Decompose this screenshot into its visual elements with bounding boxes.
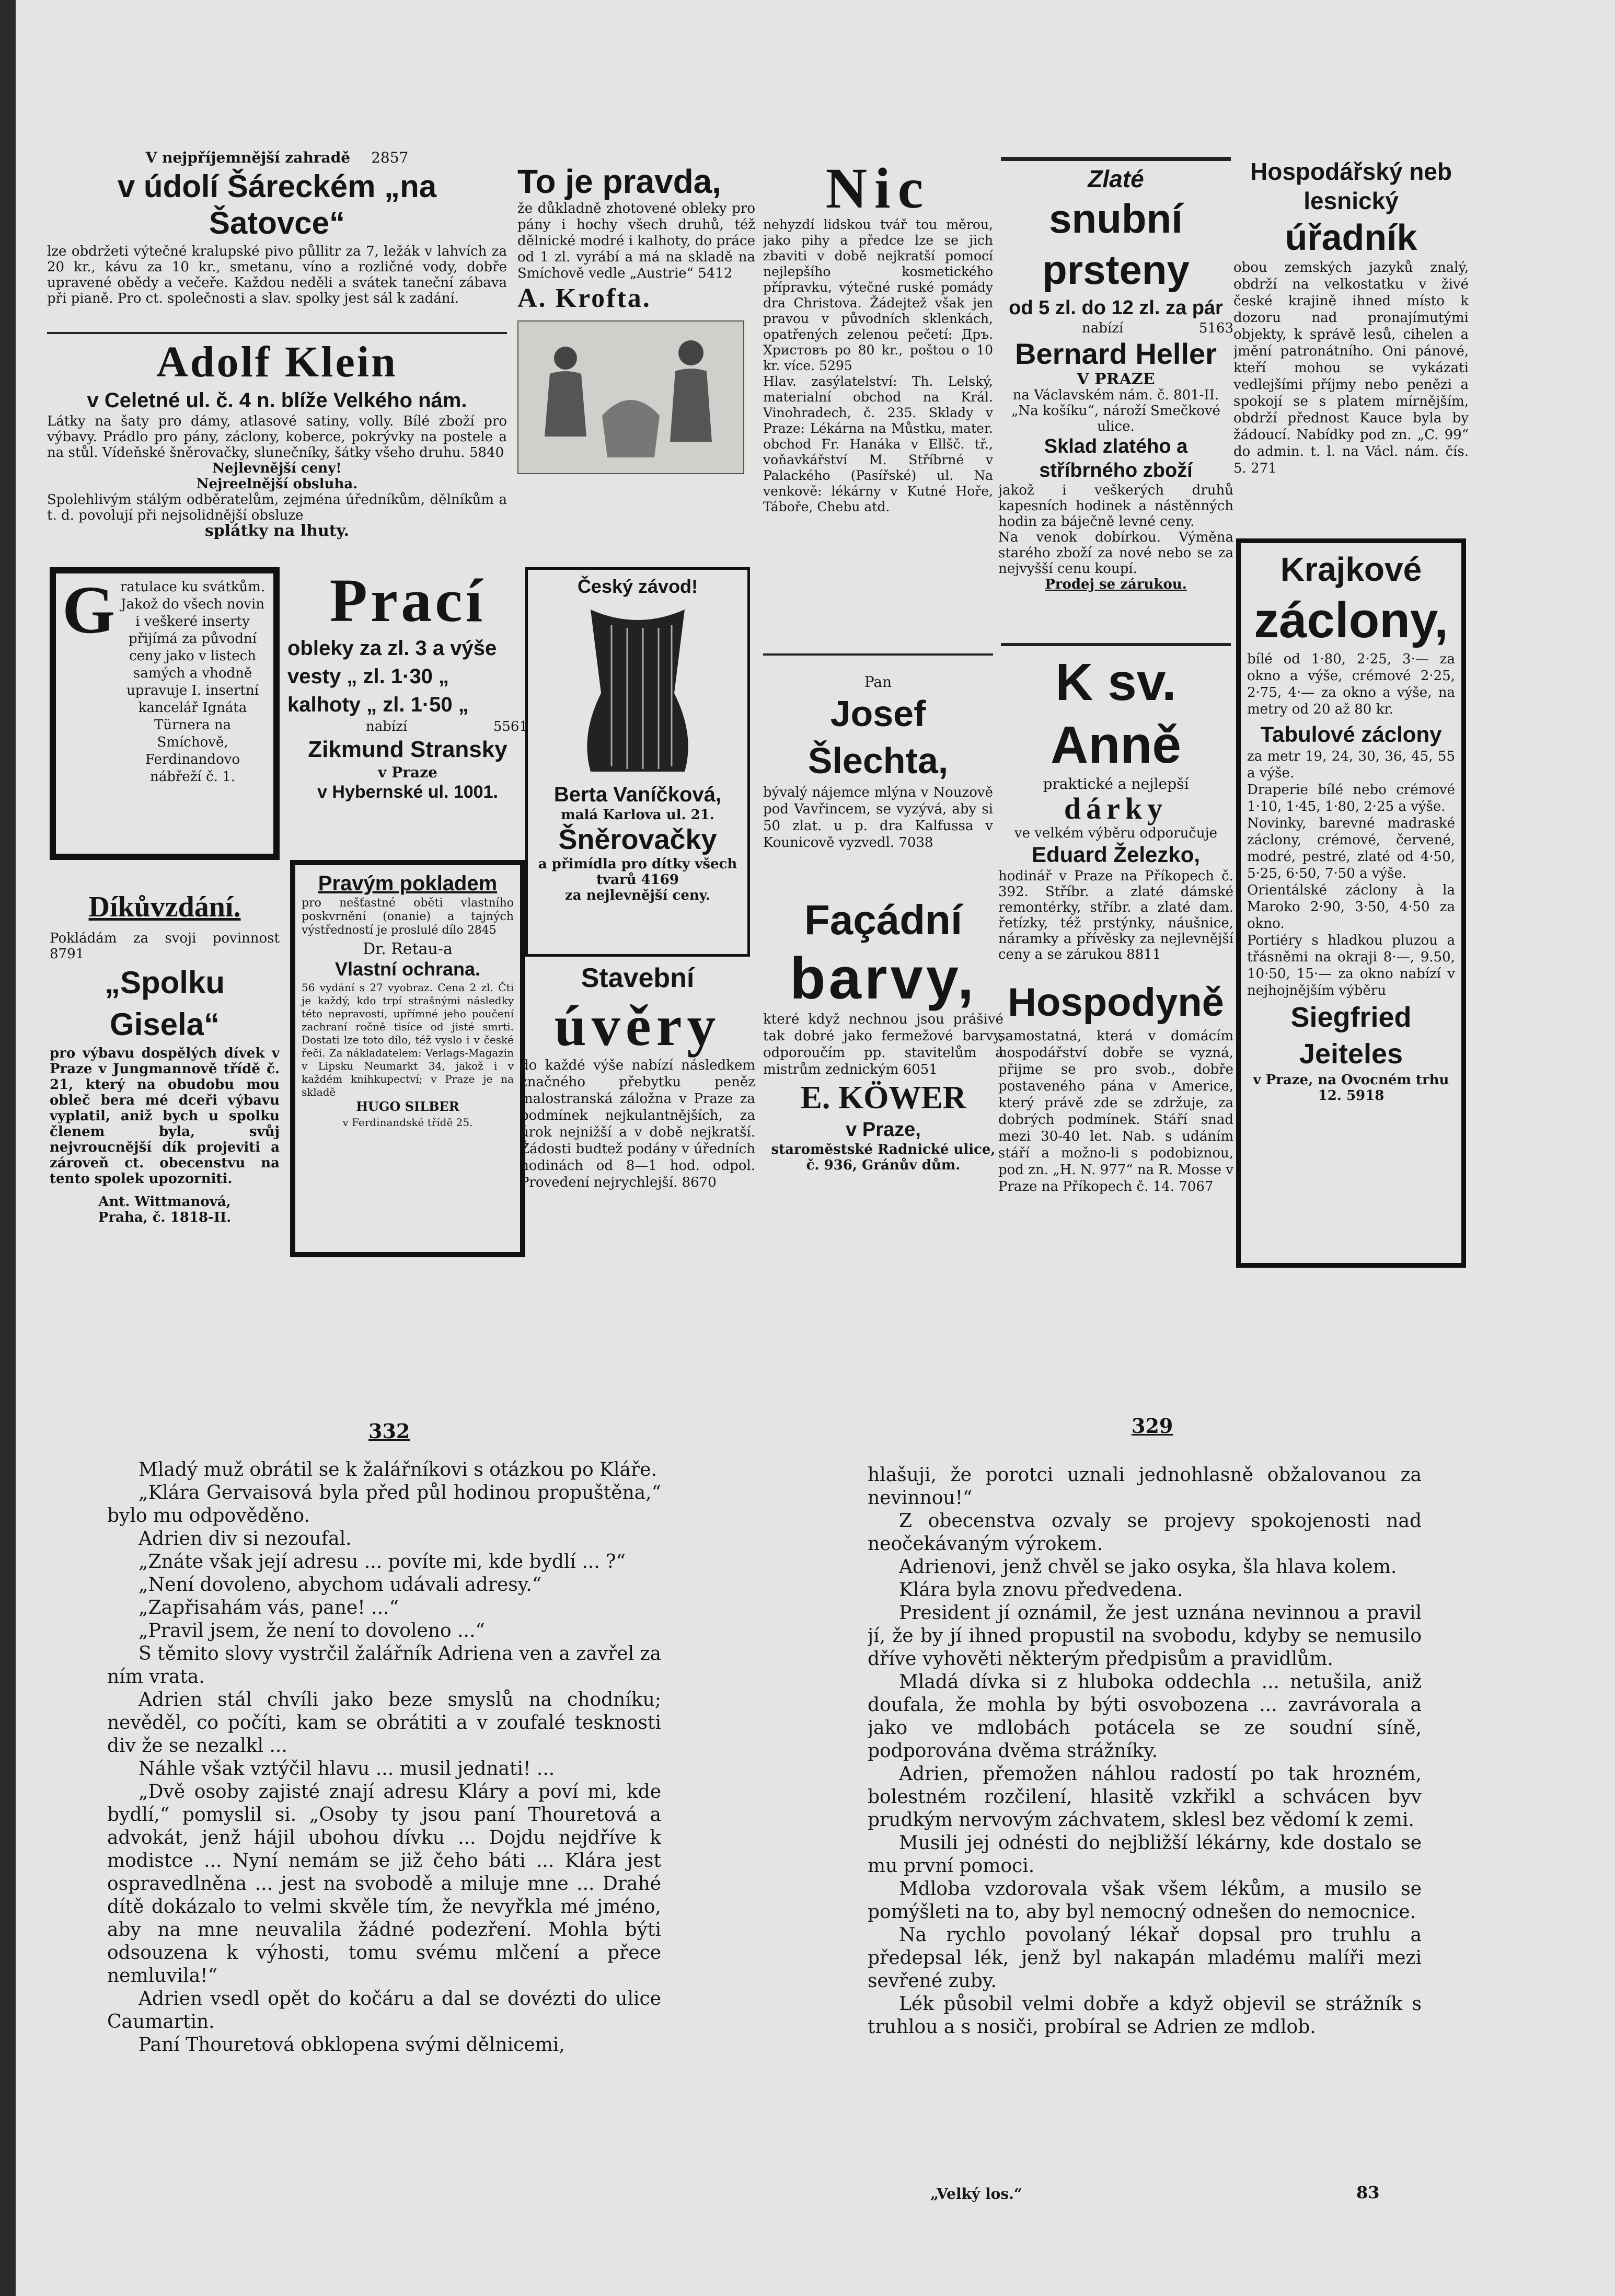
ad-name: Bernard Heller [1015,337,1217,370]
ad-klein [47,337,507,557]
ad-footer: splátky na lhuty. [204,522,350,540]
ad-pravda [517,162,755,559]
ad-line: obleky za zl. 3 a výše [287,637,497,660]
novel-paragraph: Adrien div si nezoufal. [139,1528,352,1549]
ad-text: ratulace ku svátkům. Jakož do všech novin i veškeré inserty přijímá za původní ceny jako v listech samých a vhodně upravuje I. insertní kancelář Ignáta Türnera na Smíchově, Ferdinandovo nábřeží č. 1. [120,579,266,785]
ad-text2: Hlav. zasýlatelství: Th. Lelský, materialní obchod na Král. Vinohradech, č. 235. Sklady v Praze: Lékárna na Můstku, mater. obchod Fr. Hanáka v Ellšč. tř., voňavkářství M. Stříbrné v Palackého (Pasířské) ul. Na venkově: lékárny v Kutné Hoře, Táboře, Chebu atd. [763,374,993,514]
corset-illustration [533,604,742,777]
ad-line: Novinky, barevné madraské záclony, crémové, červené, modré, pestré, zlaté od 4·50, 5·25, 6·50, 7·50 a výše. [1247,816,1455,881]
ad-text2: pro výbavu dospělých dívek v Praze v Jungmannově třídě č. 21, který na obudobu mou obleč bera mé dceři výbavu vyplatil, aniž bych u spolku členem byla, svůj nejvroucnější dík projeviti a zároveň ct. obecenstvu na tento spolek upozorniti. [50,1046,280,1187]
ad-title: Pravým pokladem [318,872,498,895]
ad-title2: úřadník [1285,217,1417,258]
ad-text: obou zemských jazyků znalý, obdrží na velkostatku v živé české krajině ihned místo k dozoru nad pronajímutými objekty, k správě lesů, cihelen a jmění patronátního. Oni pánové, kteří mohou se vykázati vedlejšími příjmy nebo penězi a spokojí se s platem mírnějším, obdrží přednost Kauce byla by žádoucí. Nabídky pod zn. „C. 99“ do admin. t. l. na Václ. nám. čís. 5. 271 [1233,260,1469,476]
ad-number: 2845 [467,924,497,937]
ad-prsteny [998,165,1233,638]
ad-number: 5163 [1198,320,1233,336]
ad-price: od 5 zl. do 12 zl. za pár [1009,297,1223,319]
novel-right-column [868,1464,1422,2185]
novel-paragraph: Mladý muž obrátil se k žalářníkovi s otázkou po Kláře. [139,1459,657,1480]
people-sketch-icon [518,322,743,473]
ad-city: v Praze [378,764,437,781]
ad-number: 2857 [371,149,409,166]
ad-lead: Pan [864,674,892,691]
novel-paragraph: Lék působil velmi dobře a když objevil se strážník s truhlou a s nosiči, probíral se Adrien ze mdlob. [868,1993,1422,2038]
ad-zavod [525,567,750,957]
illustration-people [517,320,744,474]
ad-slechta [763,674,993,894]
divider [1001,643,1231,646]
ad-name: Berta Vaníčková, [553,783,722,806]
ad-name: E. KÖWER [800,1080,966,1116]
ad-text: Pokládám za svoji povinnost 8791 [50,931,280,962]
ad-number: 6051 [903,1062,938,1077]
novel-paragraph: President jí oznámil, že jest uznána nevinnou a pravil jí, že by jí ihned propustil na svobodu, kdyby se nemusilo dříve vyhověti některým předpisům a pravidlům. [868,1602,1422,1670]
ad-address: na Václavském nám. č. 801-II. „Na košíku“, nároží Smečkové ulice. [1011,387,1220,434]
ad-line: Orientálské záclony à la Maroko 2·90, 3·50, 4·50 za okno. [1247,882,1455,932]
novel-paragraph: Musili jej odnésti do nejbližší lékárny, kde dostalo se mu první pomoci. [868,1832,1422,1877]
ad-title2: záclony, [1254,592,1448,648]
ad-text: že důkladně zhotovené obleky pro pány i hochy všech druhů, též dělnické modré i kalhoty, do práce od 1 zl. vyrábí a má na skladě na Smíchově vedle „Austrie“ 5412 [517,201,755,281]
divider [763,653,993,656]
ad-title: snubní prsteny [1042,196,1190,293]
ad-dikuvzdani [50,889,280,1270]
novel-paragraph: Adrien vsedl opět do kočáru a dal se dovézti do ulice Caumartin. [107,1988,661,2033]
page-number-right: 329 [1132,1414,1173,1438]
ad-number: 5561 [493,719,528,734]
ad-title2: úvěry [554,994,721,1058]
ad-praci [287,567,528,860]
novel-paragraph: Mdloba vzdorovala však všem lékům, a musilo se pomýšleti na to, aby byl nemocný odnešen do nemocnice. [868,1878,1422,1923]
ad-nabizi: nabízí [1082,320,1124,336]
ad-footer: za nejlevnější ceny. [565,888,710,903]
novel-paragraph: „Klára Gervaisová byla před půl hodinou propuštěna,“ bylo mu odpověděno. [107,1482,661,1526]
ad-footer2: v Ferdinandské třídě 25. [342,1116,473,1129]
ad-number: 4169 [641,872,679,888]
ad-name: Eduard Železko, [1031,842,1201,867]
ad-footer: Prodej se zárukou. [1045,577,1187,592]
ad-initial: G [62,572,116,648]
novel-footer-title: „Velký los.“ [930,2185,1022,2202]
ad-number: 5840 [469,445,504,461]
ad-uradnik [1233,157,1469,528]
ad-text: bývalý nájemce mlýna v Nouzově pod Vavřincem, se vyzývá, aby si 50 zlat. u p. dra Kalfussa v Kounicově vyzvedl. 7038 [763,785,993,851]
novel-left-paragraphs [107,1459,661,2057]
ad-title: Nic [825,159,931,220]
ad-line: Nejreelnější obsluha. [196,476,358,492]
ad-text: ve velkém výběru odporučuje [1014,825,1218,841]
ad-title: Hospodářský neb lesnický [1250,158,1452,214]
novel-paragraph: S těmito slovy vystrčil žalářník Adriena ven a zavřel za ním vrata. [107,1643,661,1687]
ad-anne [998,651,1233,980]
novel-paragraph: Náhle však vztýčil hlavu ... musil jednati! ... [139,1758,555,1780]
novel-right-paragraphs [868,1464,1422,2039]
ad-line: vesty „ zl. 1·30 „ [287,665,449,688]
ad-text: bílé od 1·80, 2·25, 3·— za okno a výše, crémové 2·25, 2·75, 4·— za okno a výše, na metry od 20 až 80 kr. [1247,651,1455,717]
ad-dary: dárky [1064,791,1168,825]
ad-city: V PRAZE [1077,370,1155,388]
ad-title: Stavební [581,963,695,993]
ad-gratulace [50,567,280,860]
ad-lead: V nejpříjemnější zahradě [145,149,351,166]
ad-title: K sv. Anně [1051,653,1181,774]
novel-left-column [107,1459,661,2227]
ad-title: Prací [329,567,486,635]
ad-number: 7067 [1179,1179,1214,1195]
ad-title: v údolí Šáreckém „na Šatovce“ [117,169,437,240]
ad-number: 8811 [1126,947,1161,962]
ad-text: a přimídla pro dítky všech tvarů 4169 [538,856,737,888]
ad-address: staroměstské Radnické ulice, č. 936, Gránův dům. [771,1142,996,1173]
ad-line: Portiéry s hladkou pluzou a třásněmi na okraji 8·—, 9.50, 10·50, 15·— za okno nabízí v nejhojnějším výběru [1247,933,1455,998]
ad-nabizi: nabízí [366,719,408,734]
novel-paragraph: Mladá dívka si z hluboka oddechla ... netušila, aniž doufala, že mohla by býti osvobozena ... zavrávorala a jako ve mdlobách potácela se ze soudní síně, podporována dvěma strážníky. [868,1671,1422,1762]
ad-text2: hodinář v Praze na Příkopech č. 392. Stříbr. a zlaté dámské remontérky, stříbr. a zlaté dam. řetízky, též prstýnky, náušnice, náramky a přívěsky za nejlevnější ceny a se zárukou 8811 [998,868,1233,962]
novel-paragraph: „Dvě osoby zajisté znají adresu Kláry a poví mi, kde bydlí,“ pomyslil si. „Osoby ty jsou paní Thouretová a advokát, jenž hájil ubohou dívku ... Dojdu nejdříve k modistce ... Nyní nemám se již čeho báti ... Klára jest ospravedlněna ... jest na svobodě a miluje mne ... Drahé dítě dokázalo to velmi skvěle tím, že nevyřkla mé jméno, aby na mne neuvalila žádné podezření. Mohla býti odsouzena k výhosti, tomu svému mlčení a přece nemluvila!“ [107,1781,661,1987]
ad-title: Adolf Klein [156,338,398,386]
ad-number: 8791 [50,946,85,962]
ad-text: které když nechnou jsou prášivé tak dobré jako fermežové barvy, odporoučím pp. stavitelům a mistrům zednickým 6051 [763,1012,1003,1077]
ad-text: do každé výše nabízí následkem značného přebytku peněz malostranská záložna v Praze za podmínek nejkulantnějších, za úrok nejnižší a v době nejkratší. Žádosti budtež podány v úředních hodinách od 8—1 hod. odpol. Provedení nejrychlejší. 8670 [520,1058,755,1190]
ad-title2: Vlastní ochrana. [334,958,481,980]
ad-name: Josef Šlechta, [807,693,949,781]
novel-footer-number: 83 [1356,2183,1380,2202]
page-edge [0,0,16,2296]
novel-paragraph: Na rychlo povolaný lékař dopsal pro truhlu a předepsal lék, jenž byl nakapán mladému malíři mezi sevřené zuby. [868,1924,1422,1992]
ad-name: Zikmund Stransky [308,737,507,762]
ad-text: nehyzdí lidskou tvář tou měrou, jako pihy a předce lze se jich zbaviti v době nejkratší pomocí nejlepšího kosmetického přípravku, výtečné ruské pomády dra Christova. Žádejtež však jen pravou v původních sklenkách, opatřených zelenou pečetí: Дръ. Христовъ po 80 kr., poštou o 10 kr. více. 5295 [763,217,993,373]
ad-number: 5412 [698,266,733,281]
ad-line: za metr 19, 24, 30, 36, 45, 55 a výše. [1247,749,1455,781]
ad-footer: HUGO SILBER [356,1099,459,1114]
ad-address: v Hybernské ul. 1001. [317,782,498,802]
novel-paragraph: „Není dovoleno, abychom udávali adresy.“ [139,1574,542,1595]
ad-title: Český závod! [577,576,698,597]
ad-signature: Ant. Wittmanová, [98,1194,231,1210]
ad-number: 8670 [682,1175,717,1190]
ad-nic [763,159,993,651]
corset-icon [570,604,706,777]
ad-text: Látky na šaty pro dámy, atlasové satiny, volly. Bílé zboží pro výbavy. Prádlo pro pány, záclony, koberce, pokrývky na postele a na stůl. Vídeňské šněrovačky, slunečníky, šátky všeho druhu. 5840 [47,414,507,461]
divider [47,332,507,334]
ad-title: Hospodyně [1008,980,1224,1025]
ad-address: malá Karlova ul. 21. [561,807,714,823]
novel-paragraph: „Znáte však její adresu ... povíte mi, kde bydlí ... ?“ [139,1551,626,1572]
ad-text: jakož i veškerých druhů kapesních hodinek a nástěnných hodin za báječně levné ceny. [998,483,1233,530]
novel-paragraph: „Pravil jsem, že není to dovoleno ...“ [139,1620,485,1641]
ad-zahrada [47,149,507,327]
ad-number: 5918 [1346,1088,1385,1104]
novel-paragraph: hlašuji, že porotci uznali jednohlasně obžalovanou za nevinnou!“ [868,1464,1422,1509]
ad-address: v Celetné ul. č. 4 n. blíže Velkého nám. [87,389,467,412]
ad-line: Draperie bílé nebo crémové 1·10, 1·45, 1·80, 2·25 a výše. [1247,782,1455,814]
ad-poklad [290,860,525,1257]
ad-title2: Šněrovačky [558,824,717,855]
novel-paragraph: Adrien, přemožen náhlou radostí po tak hrozném, bolestném rozčilení, hlasitě vzkřikl a schvácen byv prudkým nervovým záchvatem, sklesl bez vědomí k zemi. [868,1763,1422,1831]
ad-title2: barvy, [790,946,977,1011]
ad-text2: 56 vydání s 27 vyobraz. Cena 2 zl. Čti je každý, kdo trpí strašnými následky této nepravosti, upřímné jeho poučení zachraní ročně tisíce od jisté smrti. Dostati lze toto dílo, též vyslo i v české řeči. Za nákladatelem: Verlags-Magazin v Lipsku Neumarkt 34, jakož i v každém knihkupectví; v Praze je na skladě [302,981,514,1098]
ad-number: 5295 [819,358,852,373]
ad-text2: Na venok dobírkou. Výměna starého zboží za nové nebo se za nejvyšší cenu koupí. [998,530,1233,577]
novel-paragraph: Adrienovi, jenž chvěl se jako osyka, šla hlava kolem. [899,1556,1397,1578]
novel-paragraph: „Zapřisahám vás, pane! ...“ [139,1597,399,1618]
ad-name: Siegfried Jeiteles [1290,1002,1412,1070]
ad-title: To je pravda, [517,163,722,200]
ad-text2: Spolehlivým stálým odběratelům, zejména úředníkům, dělníkům a t. d. povolují při nejsolidnější obsluze [47,492,507,523]
novel-paragraph: Z obecenstva ozvaly se projevy spokojenosti nad neočekávaným výrokem. [868,1510,1422,1555]
ad-title: Díkůvzdání. [88,891,241,923]
ad-line: kalhoty „ zl. 1·50 „ [287,693,469,716]
ad-fasadni [763,894,1003,1270]
ad-sub: Sklad zlatého a stříbrného zboží [1039,435,1193,481]
ad-text: samostatná, která v domácím hospodářství dobře se vyzná, přijme se pro svob., dobře postaveného pána v Americe, který právě zde se zdržuje, za dobrých podmínek. Stáří snad mezi 30-40 let. Nab. s udáním stáří a možno-li s podobiznou, pod zn. „H. N. 977“ na R. Mosse v Praze na Příkopech č. 14. 7067 [998,1028,1233,1195]
ad-number: 271 [1251,461,1277,476]
ad-sub: Tabulové záclony [1260,722,1442,747]
page-number-left: 332 [368,1419,410,1443]
ad-lead: Zlaté [1088,165,1144,192]
ad-uvery [520,962,755,1270]
ad-hospodyne [998,978,1233,1270]
ad-sub: praktické a nejlepší [1043,775,1189,793]
ad-author: Dr. Retau-a [363,940,453,958]
ad-line: Nejlevnější ceny! [212,461,342,476]
divider [1001,157,1231,161]
novel-paragraph: Adrien stál chvíli jako beze smyslů na chodníku; nevěděl, co počíti, kam se obrátiti a v zoufalé tesknosti div že se nezalkl ... [107,1689,661,1757]
ad-address: v Praze, na Ovocném trhu 12. 5918 [1253,1072,1449,1104]
ad-firm: A. Krofta. [517,283,651,313]
ad-title: Façádní [804,897,963,943]
ad-number: 7038 [898,835,933,851]
ad-text: pro nešťastné oběti vlastního poskvrnění (onanie) a tajných výstředností je proslulé dílo 2845 [302,897,514,937]
ad-name: „Spolku Gisela“ [104,965,225,1042]
ad-city: v Praze, [846,1119,921,1141]
ad-text: lze obdržeti výtečné kralupské pivo půllitr za 7, ležák v lahvích za 20 kr., kávu za 10 kr., smetanu, víno a rozličné vody, dobře upravené obědy a večeře. Každou neděli a svátek taneční zábava při pianě. Pro ct. společnosti a slav. spolky jest sál k zadání. [47,244,507,306]
novel-paragraph: Klára byla znovu předvedena. [899,1579,1183,1601]
ad-krajky [1236,538,1466,1268]
ad-title: Krajkové [1280,550,1422,588]
novel-paragraph: Paní Thouretová obklopena svými dělnicemi, [139,2034,565,2056]
ad-signature-addr: Praha, č. 1818-II. [98,1210,232,1225]
